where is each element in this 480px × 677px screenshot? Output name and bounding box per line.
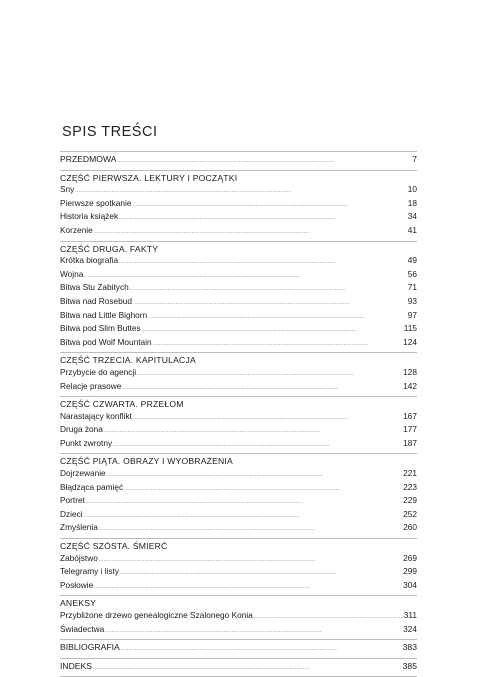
entry-page-number: 56 <box>407 268 417 279</box>
dot-leader <box>122 381 402 395</box>
toc-entry <box>60 642 417 656</box>
entry-label: Portret <box>60 495 85 506</box>
toc-entry <box>60 553 417 567</box>
toc-entry <box>60 184 417 198</box>
entry-label: Narastający konflikt <box>60 410 132 421</box>
entry-label: Historia książek <box>60 211 119 222</box>
toc-entry <box>60 211 417 225</box>
toc-section <box>60 658 417 677</box>
dot-leader <box>99 522 402 536</box>
entry-page-number: 115 <box>403 323 417 334</box>
toc-entry <box>60 424 417 438</box>
toc-entry <box>60 310 417 324</box>
toc-entry <box>60 482 417 496</box>
toc-section <box>60 170 417 241</box>
toc-section <box>60 639 417 658</box>
entry-label: Zabójstwo <box>60 552 98 563</box>
entry-page-number: 71 <box>407 282 417 293</box>
entry-page-number: 311 <box>403 610 417 620</box>
dot-leader <box>99 553 402 567</box>
entry-label: Dzieci <box>60 508 83 519</box>
section-heading: CZĘŚĆ DRUGA. FAKTY <box>60 243 159 254</box>
entry-page-number: 269 <box>403 552 417 563</box>
entry-page-number: 10 <box>407 184 417 195</box>
toc-entry <box>60 624 417 638</box>
toc-section <box>60 396 417 453</box>
entry-label: Krótka biografia <box>60 255 119 266</box>
entry-label: Bitwa pod Wolf Mountain <box>60 336 152 347</box>
entry-page-number: 177 <box>403 424 417 435</box>
entry-label: Posłowie <box>60 579 94 590</box>
entry-page-number: 383 <box>402 642 417 653</box>
entry-page-number: 97 <box>407 309 417 320</box>
toc-entry <box>60 198 417 212</box>
entry-page-number: 299 <box>403 566 417 577</box>
entry-page-number: 385 <box>402 660 417 671</box>
toc-entry <box>60 381 417 395</box>
entry-page-number: 187 <box>403 437 417 448</box>
toc-entry <box>60 255 417 269</box>
dot-leader <box>121 642 402 656</box>
entry-page-number: 128 <box>403 366 417 377</box>
toc-entry <box>60 367 417 381</box>
dot-leader <box>107 468 403 482</box>
entry-label: Telegramy i listy <box>60 566 120 577</box>
entry-label: Przybliżone drzewo genealogiczne Szalonego Konia <box>60 610 253 620</box>
dot-leader <box>118 154 412 168</box>
dot-leader <box>104 424 402 438</box>
entry-label: Sny <box>60 184 75 195</box>
section-heading: CZĘŚĆ PIĄTA. OBRAZY I WYOBRAŻENIA <box>60 456 233 467</box>
section-heading: CZĘŚĆ CZWARTA. PRZEŁOM <box>60 399 184 410</box>
entry-page-number: 167 <box>403 410 417 421</box>
entry-label: BIBLIOGRAFIA <box>60 642 120 653</box>
entry-page-number: 41 <box>407 224 417 235</box>
toc-title: SPIS TREŚCI <box>62 124 158 140</box>
dot-leader <box>94 225 407 239</box>
dot-leader <box>93 661 402 675</box>
toc-entry <box>60 495 417 509</box>
entry-label: Korzenie <box>60 224 93 235</box>
dot-leader <box>113 438 402 452</box>
section-heading: CZĘŚĆ PIERWSZA. LEKTURY I POCZĄTKI <box>60 172 238 183</box>
dot-leader <box>94 580 402 594</box>
toc-entry <box>60 522 417 536</box>
dot-leader <box>124 482 402 496</box>
section-heading: CZĘŚĆ TRZECIA. KAPITULACJA <box>60 355 196 366</box>
entry-label: Bitwa nad Rosebud <box>60 295 132 306</box>
entry-label: Wojna <box>60 268 84 279</box>
entry-label: Bitwa Stu Zabitych <box>60 282 129 293</box>
toc-entry <box>60 438 417 452</box>
entry-page-number: 252 <box>403 508 417 519</box>
toc-entry <box>60 225 417 239</box>
toc-entry <box>60 580 417 594</box>
dot-leader <box>119 255 407 269</box>
entry-page-number: 18 <box>407 197 417 208</box>
toc-entry <box>60 296 417 310</box>
entry-label: PRZEDMOWA <box>60 154 117 164</box>
table-of-contents <box>60 151 417 677</box>
dot-leader <box>120 566 402 580</box>
entry-label: Błądząca pamięć <box>60 481 124 492</box>
entry-page-number: 223 <box>403 481 417 492</box>
dot-leader <box>148 310 407 324</box>
dot-leader <box>132 198 406 212</box>
entry-label: Świadectwa <box>60 623 105 634</box>
section-heading: CZĘŚĆ SZÓSTA. ŚMIERĆ <box>60 541 168 552</box>
dot-leader <box>133 411 402 425</box>
entry-label: Bitwa pod Slim Buttes <box>60 323 141 334</box>
toc-section <box>60 241 417 353</box>
toc-entry <box>60 323 417 337</box>
entry-page-number: 93 <box>407 295 417 306</box>
entry-page-number: 124 <box>403 336 417 347</box>
entry-label: Dojrzewanie <box>60 468 106 479</box>
toc-entry <box>60 411 417 425</box>
toc-entry <box>60 610 417 624</box>
toc-entry <box>60 282 417 296</box>
dot-leader <box>84 509 403 523</box>
entry-label: Zmyślenia <box>60 522 98 533</box>
toc-entry <box>60 566 417 580</box>
entry-page-number: 221 <box>403 468 417 479</box>
toc-section <box>60 595 417 639</box>
entry-label: Pierwsze spotkanie <box>60 197 132 208</box>
toc-entry <box>60 154 417 168</box>
entry-page-number: 324 <box>403 623 417 634</box>
dot-leader <box>84 269 406 283</box>
dot-leader <box>137 367 402 381</box>
entry-page-number: 304 <box>403 579 417 590</box>
entry-page-number: 229 <box>403 495 417 506</box>
toc-entry <box>60 337 417 351</box>
entry-label: Bitwa nad Little Bighorn <box>60 309 148 320</box>
dot-leader <box>86 495 402 509</box>
entry-label: Punkt zwrotny <box>60 437 113 448</box>
dot-leader <box>142 323 403 337</box>
entry-page-number: 7 <box>412 154 417 164</box>
entry-label: Relacje prasowe <box>60 380 122 391</box>
dot-leader <box>130 282 407 296</box>
entry-page-number: 49 <box>407 255 417 266</box>
dot-leader <box>133 296 407 310</box>
toc-section <box>60 453 417 538</box>
entry-label: Przybycie do agencji <box>60 366 137 377</box>
dot-leader <box>75 184 406 198</box>
dot-leader <box>119 211 407 225</box>
entry-label: INDEKS <box>60 660 92 671</box>
dot-leader <box>105 624 402 638</box>
toc-entry <box>60 509 417 523</box>
toc-entry <box>60 269 417 283</box>
dot-leader <box>254 610 403 624</box>
toc-section <box>60 151 417 170</box>
section-heading: ANEKSY <box>60 598 97 609</box>
dot-leader <box>153 337 403 351</box>
entry-page-number: 142 <box>403 380 417 391</box>
toc-entry <box>60 468 417 482</box>
toc-entry <box>60 661 417 675</box>
entry-label: Druga żona <box>60 424 103 435</box>
toc-section <box>60 538 417 595</box>
entry-page-number: 260 <box>403 522 417 533</box>
entry-page-number: 34 <box>407 211 417 222</box>
toc-section <box>60 352 417 396</box>
